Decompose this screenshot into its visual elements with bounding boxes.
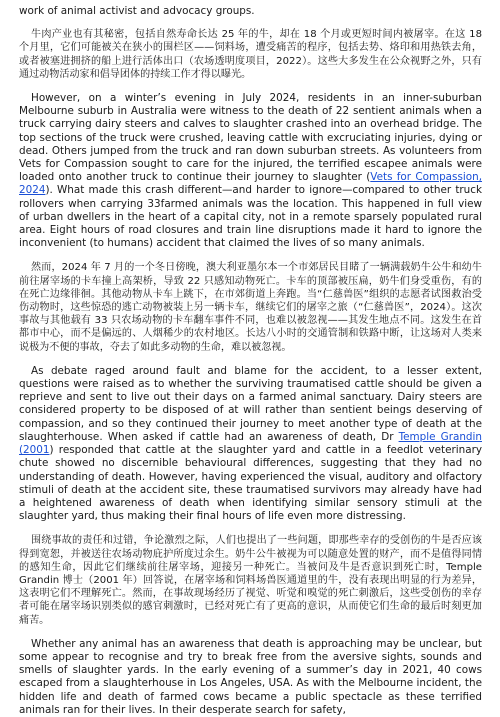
citation-link-vets-for-compassion[interactable]: Vets for Compassion, 2024 xyxy=(19,171,483,197)
paragraph-en-intro-end: work of animal activist and advocacy groups. xyxy=(19,5,255,17)
paragraph-en-awareness-of-death xyxy=(19,365,482,523)
paragraph-text-before-link: However, on a winter’s evening in July 2024, residents in an inner-suburban Melbourne suburb in Australia were witness to the death of 22 sentient animals when a truck carrying dairy steers and calves to slaughter crashed into an overhead bridge. The top sections of the truck were crushed, leaving cattle with excruciating injuries, dying or dead. Others jumped from the truck and ran down suburban streets. As volunteers from Vets for Compassion sought to care for the injured, the terrified escapee animals were loaded onto another truck to continue their journey to slaughter ( xyxy=(19,92,482,184)
paragraph-en-los-angeles-escape: Whether any animal has an awareness that death is approaching may be unclear, but some appear to recognise and try to break free from the aversive sights, sounds and smells of slaughter yards. In the early evening of a summer’s day in 2021, 40 cows escaped from a slaughterhouse in Los Angeles, USA. As with the Melbourne incident, the hidden life and death of farmed cows became a public spectacle as these terrified animals ran for their lives. In their desperate search for safety, xyxy=(19,637,482,716)
paragraph-zh-awareness-of-death: 围绕事故的责任和过错，争论激烈之际，人们也提出了一些问题，即那些幸存的受创伤的牛是否应该得到宽恕，并被送往农场动物庇护所度过余生。奶牛公牛被视为可以随意处置的财产，而不是值得同情的感知生命，因此它们继续前往屠宰场，迎接另一种死亡。当被问及牛是否意识到死亡时，Temple Grandin 博士（2001 年）回答说，在屠宰场和饲料场兽医通道里的牛，没有表现出明显的行为差异，这表明它们不理解死亡。然而，在事故现场经历了视觉、听觉和嗅觉的死亡刺激后，这些受创伤的幸存者可能在屠宰场识别类似的感官刺激时，已经对死亡有了更高的意识，从而使它们生命的最后时刻更加痛苦。 xyxy=(19,535,482,626)
paragraph-zh-melbourne-crash: 然而，2024 年 7 月的一个冬日傍晚，澳大利亚墨尔本一个市郊居民目睹了一辆满载奶牛公牛和幼牛前往屠宰场的卡车撞上高架桥，导致 22 只感知动物死亡。卡车的顶部被压扁，奶牛们身受重伤，有的在死亡边缘徘徊。其他动物从卡车上跳下，在市郊街道上奔跑。当“仁慈兽医”组织的志愿者试图救治受伤动物时，这些惊恐的逃亡动物被装上另一辆卡车，继续它们的屠宰之旅（“仁慈兽医”，2024）。这次事故与其他载有 33 只农场动物的卡车翻车事件不同，也难以被忽视——其发生地点不同。这发生在首都市中心，而不是偏远的、人烟稀少的农村地区。长达八小时的交通管制和铁路中断，让这场对人类来说极为不便的事故，夺去了如此多动物的生命，难以被忽视。 xyxy=(19,262,482,353)
paragraph-zh-beef-industry: 牛肉产业也有其秘密，包括自然寿命长达 25 年的牛，却在 18 个月或更短时间内被屠宰。在这 18 个月里，它们可能被关在狭小的围栏区——饲料场，遭受痛苦的程序，包括去势、烙印和用热铁去角，或者被塞进拥挤的船上进行活体出口（农场透明度项目，2022）。这些大多发生在公众视野之外，只有通过动物活动家和倡导团体的持续工作才得以曝光。 xyxy=(19,29,482,80)
document-page xyxy=(19,0,482,717)
paragraph-text-before-link: As debate raged around fault and blame for the accident, to a lesser extent, questions were raised as to whether the surviving traumatised cattle should be given a reprieve and sent to live out their days on a farmed animal sanctuary. Dairy steers are considered property to be disposed of at will rather than sentient beings deserving of compassion, and so they continued their journey to meet another type of death at the slaughterhouse. When asked if cattle had an awareness of death, Dr xyxy=(19,364,482,443)
paragraph-text-after-link: ). What made this crash different—and harder to ignore—compared to other truck rollovers when carrying 33farmed animals was the location. This happened in full view of urban dwellers in the heart of a capital city, not in a remote sparsely populated rural area. Eight hours of road closures and train line disruptions made it hard to ignore the inconvenient (to humans) accident that claimed the lives of so many animals. xyxy=(19,184,482,250)
paragraph-text-after-link: ) responded that cattle at the slaughter yard and cattle in a feedlot veterinary chute showed no discernible behavioural differences, suggesting that they had no understanding of death. However, having experienced the visual, auditory and olfactory stimuli of death at the accident site, these traumatised survivors may already have had a heightened awareness of death when identifying similar sensory stimuli at the slaughter yard, thus making their final hours of life even more distressing. xyxy=(19,444,482,523)
paragraph-en-melbourne-crash xyxy=(19,92,482,250)
citation-link-temple-grandin[interactable]: Temple Grandin (2001 xyxy=(19,430,482,457)
